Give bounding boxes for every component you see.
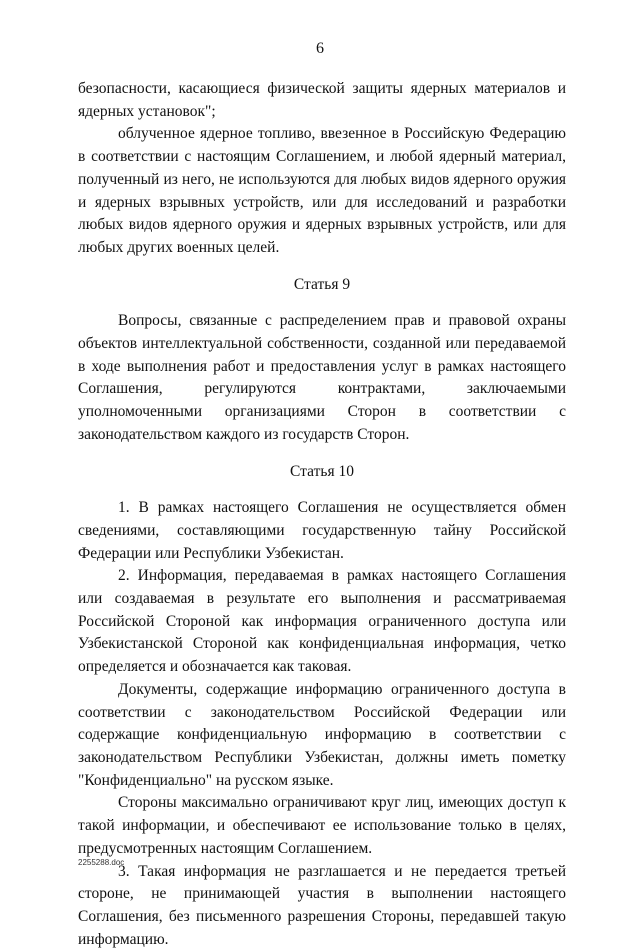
- article-9-paragraph: Вопросы, связанные с распределением прав и правовой охраны объектов интеллектуальной собственности, созданной или передаваемой в ходе выполнения работ и предоставления услуг в рамках настоящего Соглашения, регулируются контрактами, заключаемыми уполномоченными организациями Сторон в соответствии с законодательством каждого из государств Сторон.: [78, 310, 566, 446]
- article-9-heading: Статья 9: [78, 274, 566, 297]
- article-10-access-paragraph: Стороны максимально ограничивают круг лиц, имеющих доступ к такой информации, и обеспечивают ее использование только в целях, предусмотренных настоящим Соглашением.: [78, 792, 566, 860]
- page-number: 6: [0, 40, 640, 58]
- article-10-clause-1: 1. В рамках настоящего Соглашения не осуществляется обмен сведениями, составляющими государственную тайну Российской Федерации или Республики Узбекистан.: [78, 497, 566, 565]
- article-10-clause-2: 2. Информация, передаваемая в рамках настоящего Соглашения или создаваемая в результате его выполнения и рассматриваемая Российской Стороной как информация ограниченного доступа или Узбекистанской Стороной как конфиденциальная информация, четко определяется и обозначается как таковая.: [78, 565, 566, 679]
- paragraph-spent-fuel: облученное ядерное топливо, ввезенное в Российскую Федерацию в соответствии с настоящим Соглашением, и любой ядерный материал, полученный из него, не используются для любых видов ядерного оружия и ядерных взрывных устройств, или для исследований и разработки любых видов ядерного оружия и ядерных взрывных устройств, или для любых других военных целей.: [78, 123, 566, 259]
- article-10-documents-paragraph: Документы, содержащие информацию ограниченного доступа в соответствии с законодательством Российской Федерации или содержащие конфиденциальную информацию в соответствии с законодательством Республики Узбекистан, должны иметь пометку "Конфиденциально" на русском языке.: [78, 679, 566, 793]
- document-body: [78, 78, 566, 951]
- document-footer-id: 2255288.doc: [78, 858, 124, 867]
- paragraph-continuation: безопасности, касающиеся физической защиты ядерных материалов и ядерных установок";: [78, 78, 566, 123]
- article-10-clause-3: 3. Такая информация не разглашается и не передается третьей стороне, не принимающей участия в выполнении настоящего Соглашения, без письменного разрешения Стороны, передавшей такую информацию.: [78, 861, 566, 951]
- article-10-heading: Статья 10: [78, 461, 566, 484]
